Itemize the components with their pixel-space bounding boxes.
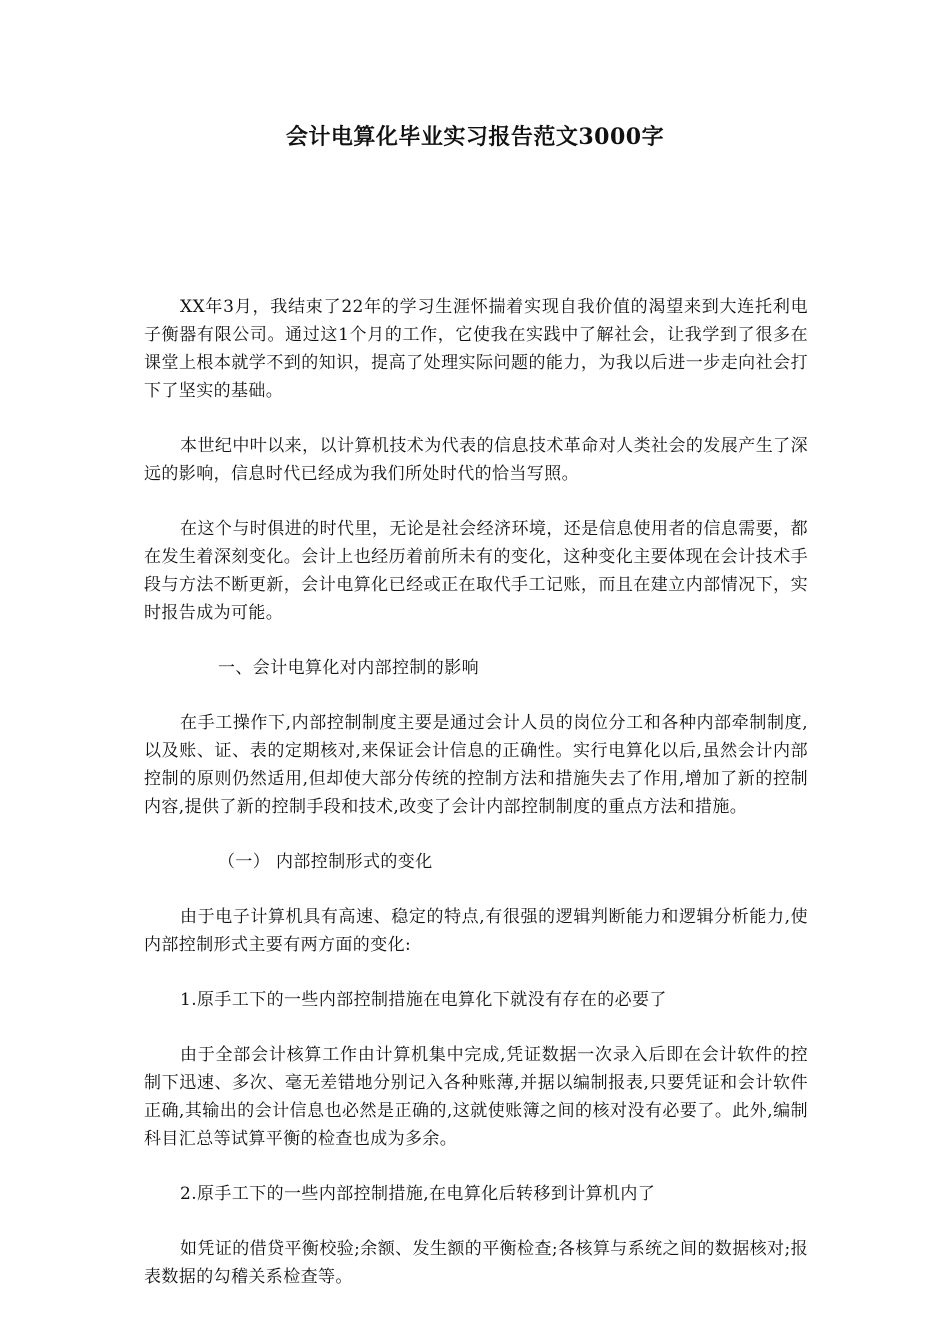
section-heading-1: 一、会计电算化对内部控制的影响 (218, 658, 479, 678)
paragraph-info-revolution: 本世纪中叶以来，以计算机技术为代表的信息技术革命对人类社会的发展产生了深远的影响，信息时代已经成为我们所处时代的恰当写照。 (144, 436, 808, 484)
subsection-heading-1: （一） 内部控制形式的变化 (218, 852, 433, 872)
document-body (144, 293, 808, 1318)
paragraph-computer-features: 由于电子计算机具有高速、稳定的特点,有很强的逻辑判断能力和逻辑分析能力,使内部控制形式主要有两方面的变化: (144, 907, 808, 955)
paragraph-intro: XX年3月，我结束了22年的学习生涯怀揣着实现自我价值的渴望来到大连托利电子衡器有限公司。通过这1个月的工作，它使我在实践中了解社会，让我学到了很多在课堂上根本就学不到的知识，提高了处理实际问题的能力，为我以后进一步走向社会打下了坚实的基础。 (144, 297, 808, 401)
document-title: 会计电算化毕业实习报告范文3000字 (285, 124, 665, 150)
paragraph-centralized-processing: 由于全部会计核算工作由计算机集中完成,凭证数据一次录入后即在会计软件的控制下迅速、多次、毫无差错地分别记入各种账薄,并据以编制报表,只要凭证和会计软件正确,其输出的会计信息也必然是正确的,这就使账簿之间的核对没有必要了。此外,编制科目汇总等试算平衡的检查也成为多余。 (144, 1045, 808, 1149)
list-item-1: 1.原手工下的一些内部控制措施在电算化下就没有存在的必要了 (180, 990, 667, 1010)
paragraph-internal-control: 在手工操作下,内部控制制度主要是通过会计人员的岗位分工和各种内部牵制制度,以及账、证、表的定期核对,来保证会计信息的正确性。实行电算化以后,虽然会计内部控制的原则仍然适用,但却使大部分传统的控制方法和措施失去了作用,增加了新的控制内容,提供了新的控制手段和技术,改变了会计内部控制制度的重点方法和措施。 (144, 713, 808, 817)
paragraph-checks: 如凭证的借贷平衡校验;余额、发生额的平衡检查;各核算与系统之间的数据核对;报表数据的勾稽关系检查等。 (144, 1239, 808, 1287)
paragraph-times-change: 在这个与时俱进的时代里，无论是社会经济环境，还是信息使用者的信息需要，都在发生着深刻变化。会计上也经历着前所未有的变化，这种变化主要体现在会计技术手段与方法不断更新，会计电算化已经或正在取代手工记账，而且在建立内部情况下，实时报告成为可能。 (144, 519, 808, 623)
list-item-2: 2.原手工下的一些内部控制措施,在电算化后转移到计算机内了 (180, 1184, 656, 1204)
